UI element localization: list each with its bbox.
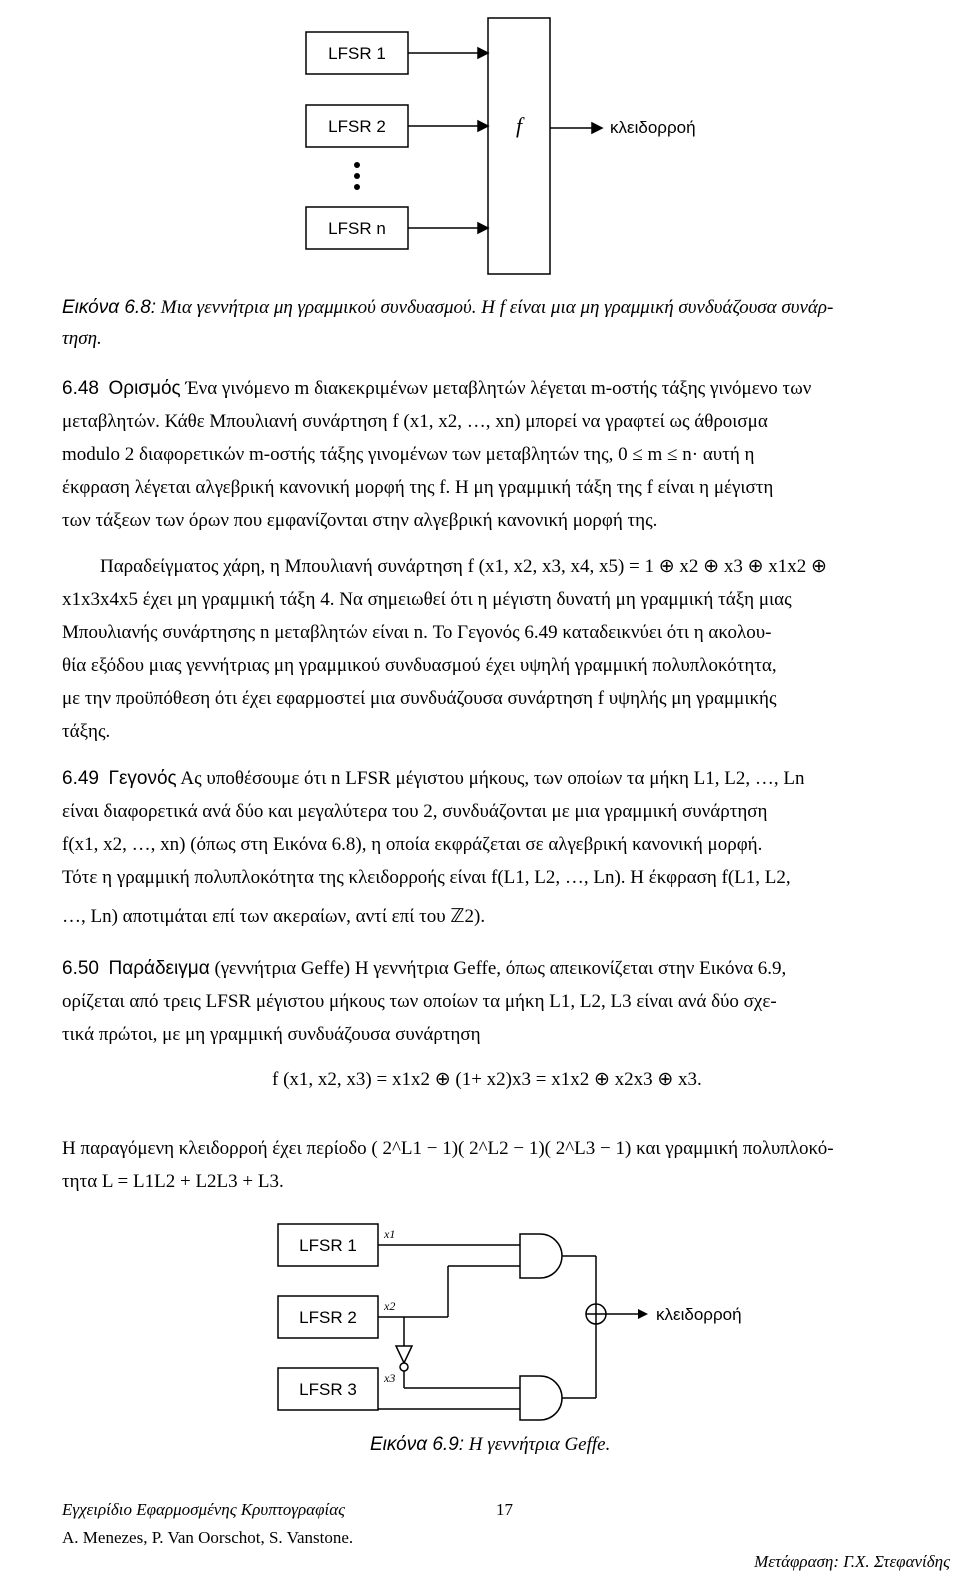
text-line: ορίζεται από τρεις LFSR μέγιστου μήκους των οποίων τα μήκη L1, L2, L3 είναι ανά δύο σχε-	[62, 991, 777, 1012]
ellipsis-dots	[354, 162, 360, 190]
section-title: Ορισμός	[108, 378, 181, 399]
caption-text: Μια γεννήτρια μη γραμμικού συνδυασμού. Η f είναι μια μη γραμμική συνδυάζουσα συνάρ-	[156, 297, 834, 318]
output-label: κλειδορροή	[610, 118, 696, 137]
section-title: Παράδειγμα	[108, 958, 210, 979]
section-6-48	[62, 372, 950, 537]
f-label: f	[515, 113, 523, 138]
text-line: modulo 2 διαφορετικών m-οστής τάξης γινομένων των μεταβλητών της, 0 ≤ m ≤ n· αυτή η	[62, 444, 755, 465]
text-line: θία εξόδου μιας γεννήτριας μη γραμμικού συνδυασμού έχει υψηλή γραμμική πολυπλοκότητα,	[62, 655, 777, 676]
x1-label: x1	[384, 1227, 396, 1241]
text-line: τικά πρώτοι, με μη γραμμική συνδυάζουσα συνάρτηση	[62, 1024, 481, 1045]
figure-6-9	[0, 1210, 960, 1425]
section-6-49	[62, 762, 950, 933]
figure-6-9-caption	[370, 1434, 610, 1456]
caption-label: Εικόνα 6.9:	[370, 1434, 465, 1455]
text-line: τητα L = L1L2 + L2L3 + L3.	[62, 1171, 284, 1192]
section-6-48-example	[62, 550, 950, 748]
page-number: 17	[496, 1500, 513, 1519]
lfsr3-label: LFSR 3	[299, 1380, 357, 1399]
and-gate-icon	[520, 1234, 562, 1278]
text-line: Η παραγόμενη κλειδορροή έχει περίοδο ( 2^L1 − 1)( 2^L2 − 1)( 2^L3 − 1) και γραμμική πολυπλοκό-	[62, 1138, 834, 1159]
footer-translation: Μετάφραση: Γ.Χ. Στεφανίδης	[754, 1552, 950, 1571]
section-title: Γεγονός	[108, 768, 177, 789]
text-line: (γεννήτρια Geffe) Η γεννήτρια Geffe, όπως απεικονίζεται στην Εικόνα 6.9,	[209, 958, 787, 979]
output-label: κλειδορροή	[656, 1305, 742, 1324]
lfsr2-label: LFSR 2	[328, 117, 386, 136]
inverter-icon	[396, 1346, 412, 1363]
text-line: x1x3x4x5 έχει μη γραμμική τάξη 4. Να σημειωθεί ότι η μέγιστη δυνατή μη γραμμική τάξη μιας	[62, 589, 792, 610]
text-line: με την προϋπόθεση ότι έχει εφαρμοστεί μια συνδυάζουσα συνάρτηση f υψηλής μη γραμμικής	[62, 688, 777, 709]
geffe-equation: f (x1, x2, x3) = x1x2 ⊕ (1+ x2)x3 = x1x2 ⊕ x2x3 ⊕ x3.	[272, 1069, 702, 1090]
f-box	[488, 18, 550, 274]
text-line: Μπουλιανής συνάρτησης n μεταβλητών είναι n. Το Γεγονός 6.49 καταδεικνύει ότι η ακολου-	[62, 622, 772, 643]
and-gate-icon	[520, 1376, 562, 1420]
lfsr1-label: LFSR 1	[299, 1236, 357, 1255]
text-line: μεταβλητών. Κάθε Μπουλιανή συνάρτηση f (x1, x2, …, xn) μπορεί να γραφτεί ως άθροισμα	[62, 411, 768, 432]
footer-book-title: Εγχειρίδιο Εφαρμοσμένης Κρυπτογραφίας	[62, 1500, 346, 1519]
text-line: είναι διαφορετικά ανά δύο και μεγαλύτερα του 2, συνδυάζονται με μια γραμμική συνάρτηση	[62, 801, 768, 822]
x3-label: x3	[384, 1371, 396, 1385]
lfsrn-label: LFSR n	[328, 219, 386, 238]
x2-label: x2	[384, 1299, 396, 1313]
text-line: Τότε η γραμμική πολυπλοκότητα της κλειδορροής είναι f(L1, L2, …, Ln). Η έκφραση f(L1, L2,	[62, 867, 791, 888]
caption-text: Η γεννήτρια Geffe.	[464, 1434, 611, 1455]
text-line: Ας υποθέσουμε ότι n LFSR μέγιστου μήκους, των οποίων τα μήκη L1, L2, …, Ln	[176, 768, 805, 789]
lfsr1-label: LFSR 1	[328, 44, 386, 63]
text-line: των τάξεων των όρων που εμφανίζονται στην αλγεβρική κανονική μορφή της.	[62, 510, 658, 531]
section-6-50	[62, 952, 950, 1051]
footer-authors: A. Menezes, P. Van Oorschot, S. Vanstone.	[62, 1528, 354, 1547]
caption-label: Εικόνα 6.8:	[62, 297, 157, 318]
section-number: 6.50	[62, 958, 99, 979]
text-line: f(x1, x2, …, xn) (όπως στη Εικόνα 6.8), η οποία εκφράζεται σε αλγεβρική κανονική μορφή.	[62, 834, 763, 855]
caption-text-cont: τηση.	[62, 328, 102, 349]
section-number: 6.48	[62, 378, 99, 399]
text-line: Παραδείγματος χάρη, η Μπουλιανή συνάρτηση f (x1, x2, x3, x4, x5) = 1 ⊕ x2 ⊕ x3 ⊕ x1x2 ⊕	[100, 556, 827, 577]
text-line: Ένα γινόμενο m διακεκριμένων μεταβλητών λέγεται m-οστής τάξης γινόμενο των	[180, 378, 812, 399]
text-line: τάξης.	[62, 721, 111, 742]
text-line: …, Ln) αποτιμάται επί των ακεραίων, αντί επί του ℤ2).	[62, 906, 486, 927]
section-number: 6.49	[62, 768, 99, 789]
figure-6-8	[0, 0, 960, 290]
text-line: έκφραση λέγεται αλγεβρική κανονική μορφή της f. Η μη γραμμική τάξη της f είναι η μέγιστη	[62, 477, 774, 498]
lfsr2-label: LFSR 2	[299, 1308, 357, 1327]
section-6-50-cont	[62, 1132, 950, 1198]
figure-6-8-caption	[62, 292, 950, 354]
